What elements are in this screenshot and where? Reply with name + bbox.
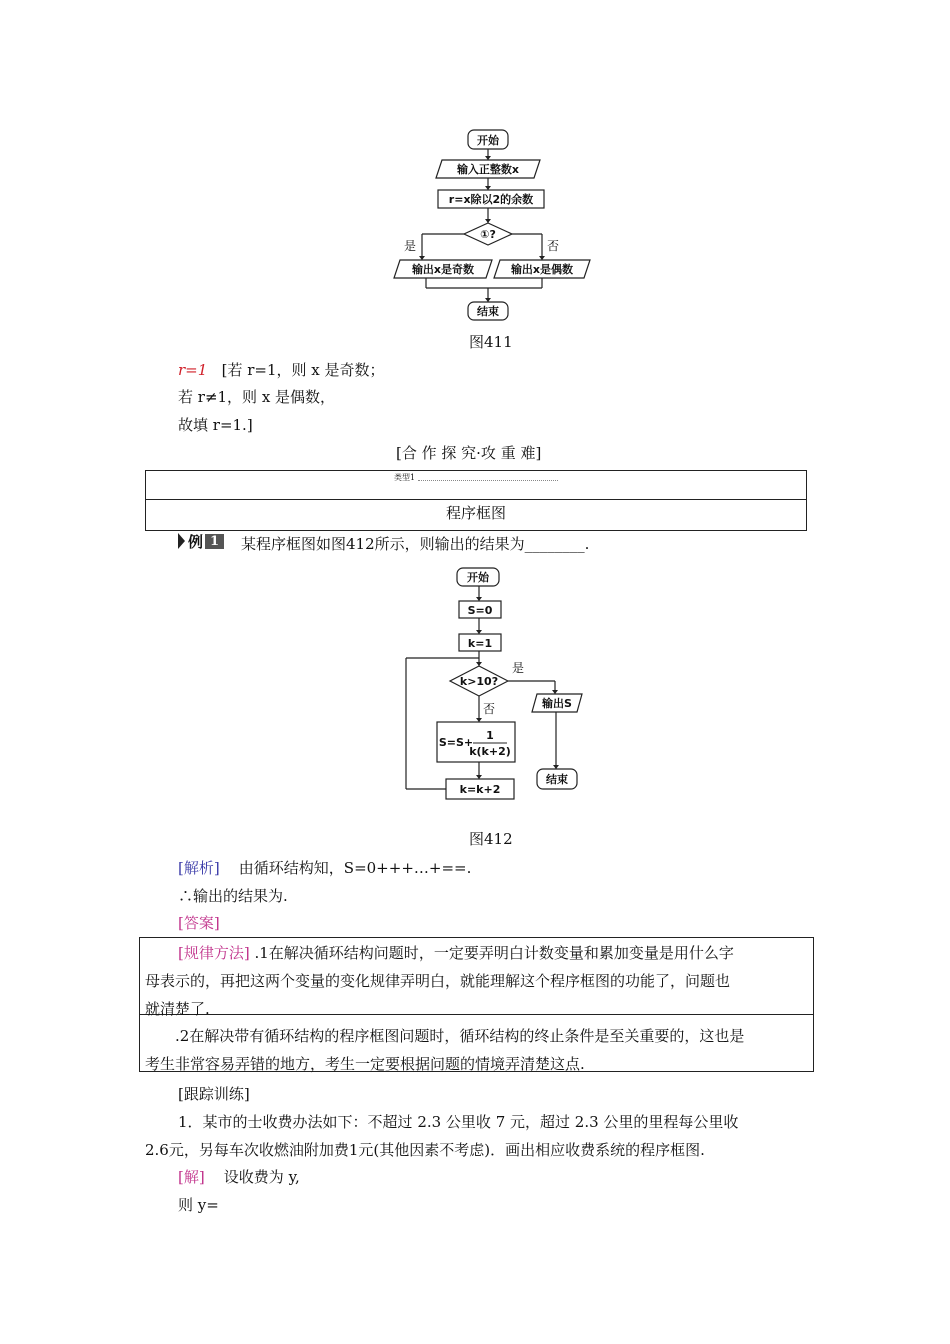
fc2-condition-label: k>10? [459, 675, 499, 688]
flowchart-412 [400, 562, 600, 818]
solution-text: 由循环结构知，S=0+++…+==. [238, 859, 472, 877]
answer-line-1 [178, 359, 385, 380]
fc1-start-label: 开始 [477, 134, 499, 147]
section-heading: [合 作 探 究·攻 重 难] [396, 444, 542, 462]
practice-sol-text: 设收费为 y, [223, 1168, 300, 1186]
practice-q1-line1: 1．某市的士收费办法如下：不超过 2.3 公里收 7 元，超过 2.3 公里的里程每公里收 [178, 1113, 739, 1131]
fc1-end-label: 结束 [477, 305, 499, 318]
figure-caption-412: 图412 [469, 830, 513, 848]
fc1-condition-label: ①? [480, 228, 496, 241]
fc1-even-label: 输出x是偶数 [510, 263, 574, 276]
method-p1-line1 [178, 942, 734, 963]
example-badge [178, 532, 224, 550]
example-question: 某程序框图如图412所示，则输出的结果为________. [241, 535, 590, 553]
method-p1-line2: 母表示的，再把这两个变量的变化规律弄明白，就能理解这个程序框图的功能了，问题也 [145, 972, 731, 990]
practice-solution-line [178, 1166, 300, 1187]
fc1-yes-label: 是 [403, 239, 417, 253]
type-box [145, 470, 807, 531]
fc1-assign-label: r=x除以2的余数 [448, 193, 534, 206]
fc1-input-label: 输入正整数x [456, 163, 520, 176]
fc2-start-label: 开始 [467, 571, 489, 584]
flowchart-411 [380, 120, 600, 326]
method-p1-line3: 就清楚了. [145, 1000, 210, 1018]
figure-caption-411: 图411 [469, 333, 513, 351]
fc2-fraction-numerator: 1 [486, 729, 494, 742]
answer-line-2: 若 r≠1，则 x 是偶数， [178, 388, 336, 406]
fc2-fraction-denominator: k(k+2) [469, 745, 511, 758]
method-p2-line2: 考生非常容易弄错的地方，考生一定要根据问题的情境弄清楚这点. [145, 1055, 585, 1073]
method-p1-text1: .1在解决循环结构问题时，一定要弄明白计数变量和累加变量是用什么字 [254, 944, 734, 962]
fill-answer: r=1 [178, 361, 208, 379]
fc1-no-label: 否 [546, 239, 560, 253]
example-badge-number: 1 [205, 534, 224, 549]
practice-then: 则 y= [178, 1196, 219, 1214]
fc2-assign-prefix: S=S+ [438, 736, 474, 749]
method-label: [规律方法] [178, 944, 250, 962]
solution-label: [解析] [178, 859, 220, 877]
type-title: 程序框图 [445, 504, 506, 522]
solution-line [178, 857, 471, 878]
practice-heading: [跟踪训练] [178, 1085, 250, 1103]
example-badge-label: 例 [188, 532, 204, 551]
fc2-s0-label: S=0 [467, 604, 493, 617]
answer-line-3: 故填 r=1.] [178, 416, 253, 434]
fc2-k1-label: k=1 [467, 637, 493, 650]
solution-result: ∴输出的结果为. [178, 887, 288, 905]
answer-explain-1: [若 r=1，则 x 是奇数； [221, 361, 385, 379]
fc2-no-label: 否 [482, 702, 496, 716]
fc2-yes-label: 是 [511, 661, 525, 675]
answer-label: [答案] [178, 914, 220, 932]
fc2-output-label: 输出S [542, 697, 572, 710]
fc2-end-label: 结束 [546, 773, 568, 786]
method-p2-line1: .2在解决带有循环结构的程序框图问题时，循环结构的终止条件是至关重要的，这也是 [175, 1027, 745, 1045]
fc1-odd-label: 输出x是奇数 [411, 263, 475, 276]
practice-q1-line2: 2.6元，另每车次收燃油附加费1元(其他因素不考虑)．画出相应收费系统的程序框图. [145, 1141, 705, 1159]
type-tag: 类型1 [394, 473, 416, 482]
practice-sol-label: [解] [178, 1168, 205, 1186]
fc2-inc-label: k=k+2 [459, 783, 501, 796]
